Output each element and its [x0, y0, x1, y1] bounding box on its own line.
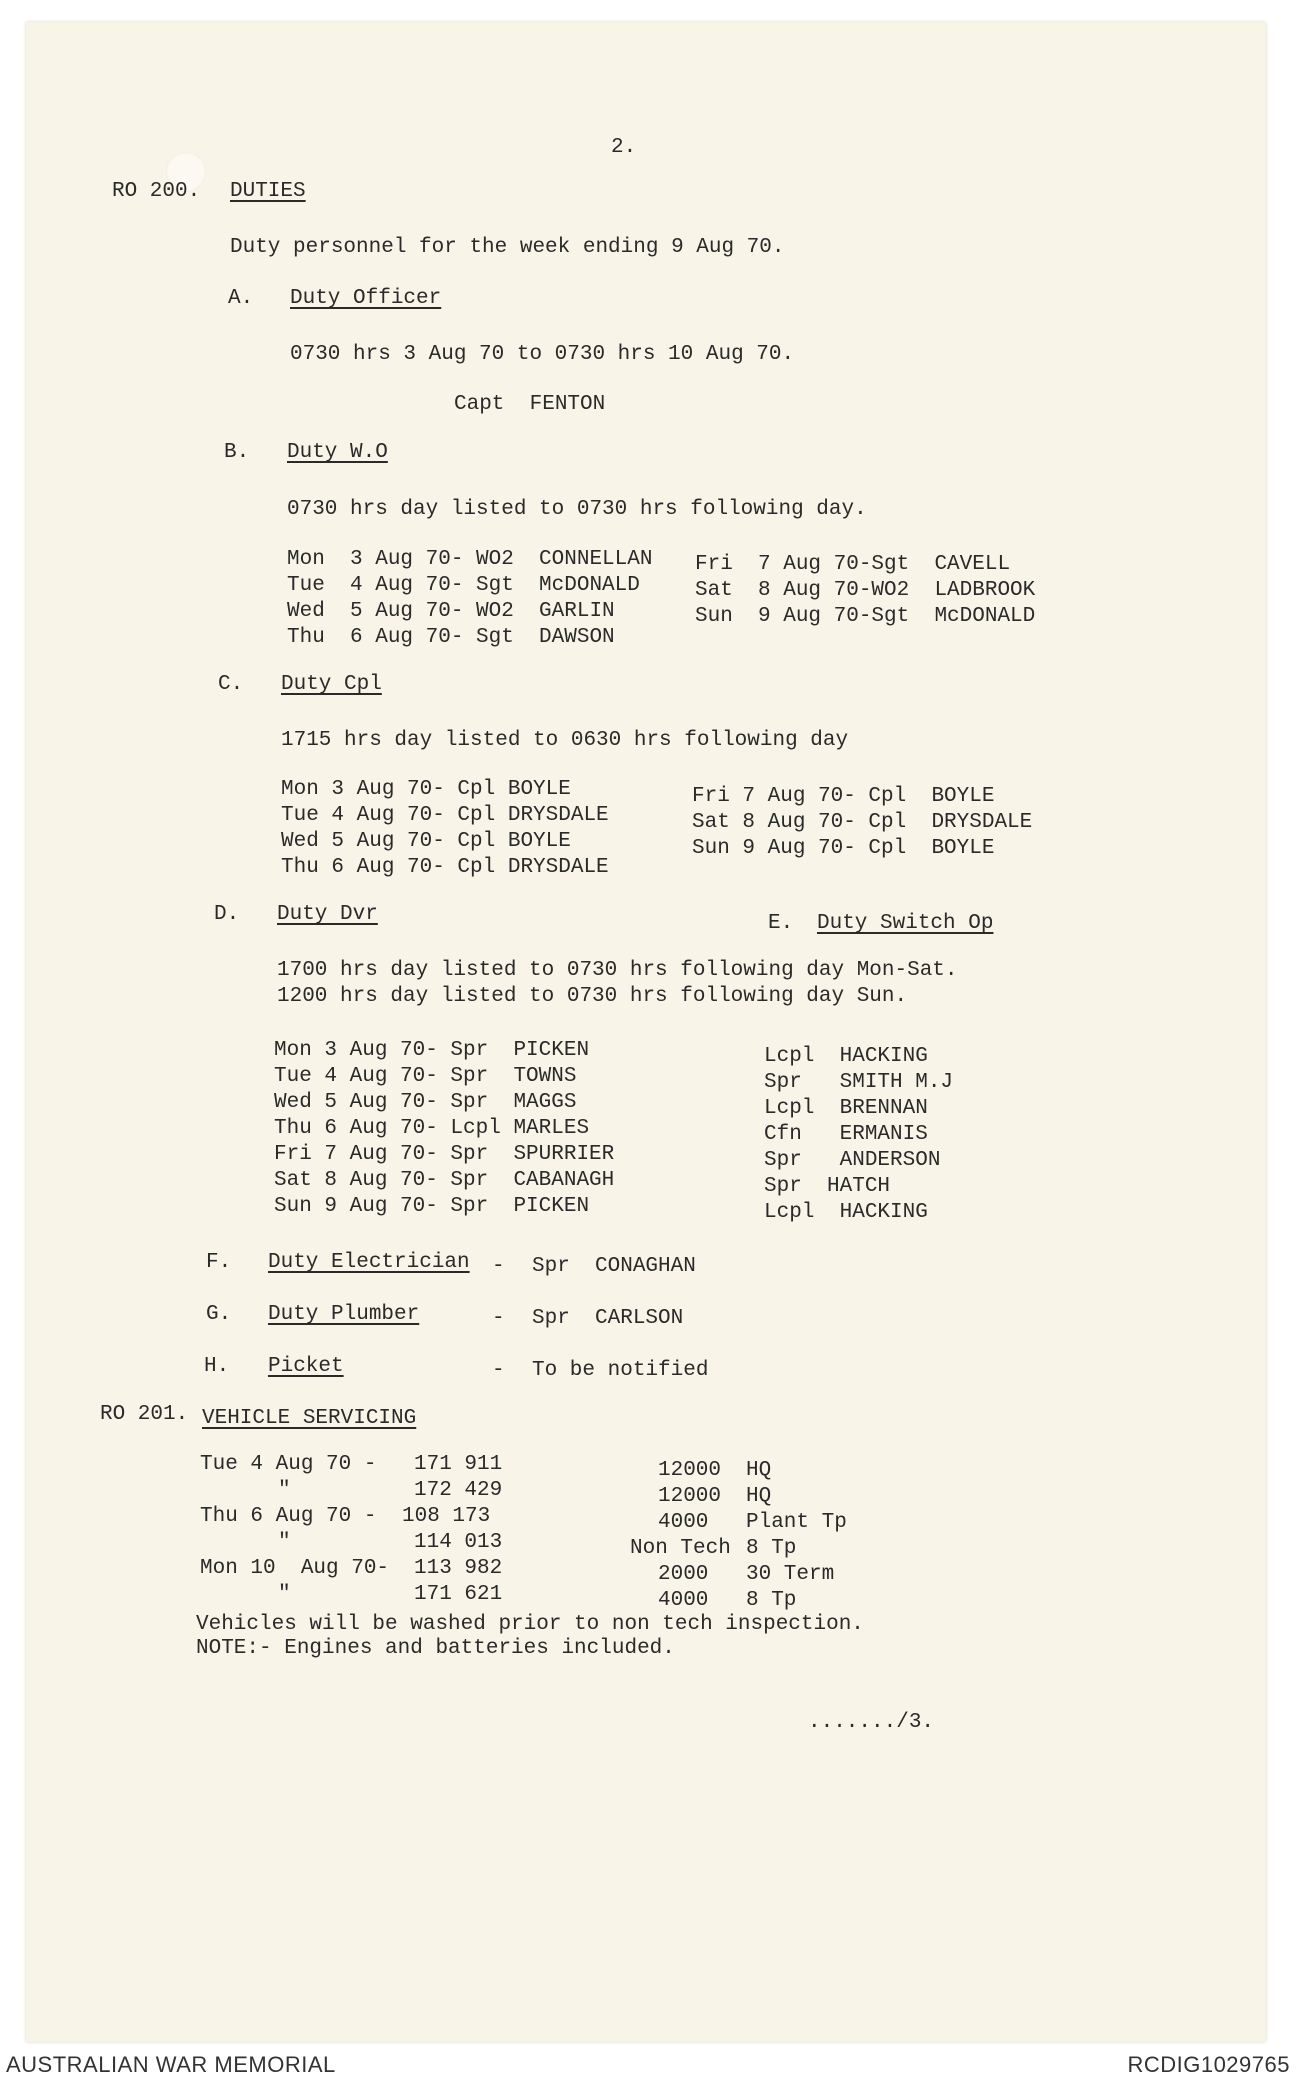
servicing-unit: HQ: [746, 1485, 772, 1508]
roster-row: Sat 8 Aug 70-WO2 LADBROOK: [695, 579, 1036, 602]
roster-row: Wed 5 Aug 70- Cpl BOYLE: [281, 830, 571, 853]
roster-row: Lcpl HACKING: [764, 1201, 928, 1224]
section-f-title: Duty Electrician: [268, 1251, 470, 1274]
servicing-date: ": [278, 1479, 291, 1502]
document-page: [26, 22, 1266, 2042]
roster-row: Lcpl HACKING: [764, 1045, 928, 1068]
continuation-marker: ......./3.: [808, 1711, 935, 1734]
section-b-title: Duty W.O: [287, 441, 388, 464]
roster-row: Thu 6 Aug 70- Sgt DAWSON: [287, 626, 615, 649]
section-c-title: Duty Cpl: [281, 673, 382, 696]
page-number: 2.: [611, 136, 637, 159]
roster-row: Wed 5 Aug 70- Spr MAGGS: [274, 1091, 577, 1114]
section-h-letter: H.: [204, 1355, 230, 1378]
section-d-time-1: 1700 hrs day listed to 0730 hrs following day Mon-Sat.: [277, 959, 958, 982]
roster-row: Mon 3 Aug 70- WO2 CONNELLAN: [287, 548, 653, 571]
section-d-letter: D.: [214, 903, 240, 926]
section-f-letter: F.: [206, 1251, 232, 1274]
servicing-km: 4000: [658, 1589, 709, 1612]
roster-row: Sat 8 Aug 70- Cpl DRYSDALE: [692, 811, 1033, 834]
section-g-letter: G.: [206, 1303, 232, 1326]
servicing-note-1: Vehicles will be washed prior to non tech inspection.: [196, 1613, 864, 1636]
roster-row: Tue 4 Aug 70- Spr TOWNS: [274, 1065, 577, 1088]
ro200-intro: Duty personnel for the week ending 9 Aug 70.: [230, 236, 785, 259]
duty-officer-name: Capt FENTON: [454, 393, 606, 416]
servicing-km: 2000: [658, 1563, 709, 1586]
section-a-time: 0730 hrs 3 Aug 70 to 0730 hrs 10 Aug 70.: [290, 343, 795, 366]
roster-row: Spr HATCH: [764, 1175, 891, 1198]
section-a-title: Duty Officer: [290, 287, 442, 310]
roster-row: Tue 4 Aug 70- Sgt McDONALD: [287, 574, 640, 597]
section-e-letter: E.: [768, 912, 794, 935]
roster-row: Thu 6 Aug 70- Cpl DRYSDALE: [281, 856, 609, 879]
servicing-vehicle: 114 013: [414, 1531, 503, 1554]
servicing-note-2: NOTE:- Engines and batteries included.: [196, 1637, 675, 1660]
section-a-letter: A.: [228, 287, 254, 310]
ro200-title: DUTIES: [230, 180, 306, 203]
picket-value: To be notified: [532, 1359, 709, 1382]
roster-row: Spr SMITH M.J: [764, 1071, 954, 1094]
roster-row: Sun 9 Aug 70-Sgt McDONALD: [695, 605, 1036, 628]
servicing-unit: HQ: [746, 1459, 772, 1482]
servicing-unit: 30 Term: [746, 1563, 835, 1586]
servicing-unit: 8 Tp: [746, 1537, 797, 1560]
servicing-date: Tue 4 Aug 70 -: [200, 1453, 377, 1476]
section-h-dash: -: [492, 1359, 505, 1382]
roster-row: Fri 7 Aug 70- Spr SPURRIER: [274, 1143, 615, 1166]
roster-row: Mon 3 Aug 70- Spr PICKEN: [274, 1039, 590, 1062]
section-f-dash: -: [492, 1255, 505, 1278]
ro201-title: VEHICLE SERVICING: [202, 1407, 417, 1430]
footer-bar: [0, 2046, 1300, 2082]
roster-row: Wed 5 Aug 70- WO2 GARLIN: [287, 600, 615, 623]
roster-row: Tue 4 Aug 70- Cpl DRYSDALE: [281, 804, 609, 827]
servicing-date: Mon 10 Aug 70-: [200, 1557, 390, 1580]
servicing-unit: 8 Tp: [746, 1589, 797, 1612]
section-c-letter: C.: [218, 673, 244, 696]
section-c-time: 1715 hrs day listed to 0630 hrs following day: [281, 729, 849, 752]
servicing-km: 12000: [658, 1459, 722, 1482]
section-d-title: Duty Dvr: [277, 903, 378, 926]
ro201-number: RO 201.: [100, 1403, 189, 1426]
section-b-time: 0730 hrs day listed to 0730 hrs following day.: [287, 498, 867, 521]
footer-institution: AUSTRALIAN WAR MEMORIAL: [6, 2052, 336, 2077]
roster-row: Thu 6 Aug 70- Lcpl MARLES: [274, 1117, 590, 1140]
section-b-letter: B.: [224, 441, 250, 464]
servicing-km: 12000: [658, 1485, 722, 1508]
roster-row: Mon 3 Aug 70- Cpl BOYLE: [281, 778, 571, 801]
roster-row: Sun 9 Aug 70- Spr PICKEN: [274, 1195, 590, 1218]
roster-row: Fri 7 Aug 70- Cpl BOYLE: [692, 785, 995, 808]
servicing-date: ": [278, 1531, 291, 1554]
section-g-title: Duty Plumber: [268, 1303, 420, 1326]
roster-row: Fri 7 Aug 70-Sgt CAVELL: [695, 553, 1011, 576]
roster-row: Sun 9 Aug 70- Cpl BOYLE: [692, 837, 995, 860]
duty-plumber-name: Spr CARLSON: [532, 1307, 684, 1330]
roster-row: Spr ANDERSON: [764, 1149, 941, 1172]
servicing-vehicle: 171 621: [414, 1583, 503, 1606]
footer-record-id: RCDIG1029765: [1127, 2052, 1290, 2077]
servicing-vehicle: 172 429: [414, 1479, 503, 1502]
servicing-vehicle: 108 173: [402, 1505, 491, 1528]
section-e-title: Duty Switch Op: [817, 912, 994, 935]
section-d-time-2: 1200 hrs day listed to 0730 hrs following day Sun.: [277, 985, 908, 1008]
servicing-vehicle: 171 911: [414, 1453, 503, 1476]
section-h-title: Picket: [268, 1355, 344, 1378]
servicing-km: Non Tech: [630, 1537, 731, 1560]
servicing-date: Thu 6 Aug 70 -: [200, 1505, 377, 1528]
roster-row: Sat 8 Aug 70- Spr CABANAGH: [274, 1169, 615, 1192]
roster-row: Lcpl BRENNAN: [764, 1097, 928, 1120]
servicing-unit: Plant Tp: [746, 1511, 847, 1534]
ro200-number: RO 200.: [112, 180, 201, 203]
servicing-vehicle: 113 982: [414, 1557, 503, 1580]
servicing-km: 4000: [658, 1511, 709, 1534]
roster-row: Cfn ERMANIS: [764, 1123, 928, 1146]
section-g-dash: -: [492, 1307, 505, 1330]
servicing-date: ": [278, 1583, 291, 1606]
duty-electrician-name: Spr CONAGHAN: [532, 1255, 696, 1278]
